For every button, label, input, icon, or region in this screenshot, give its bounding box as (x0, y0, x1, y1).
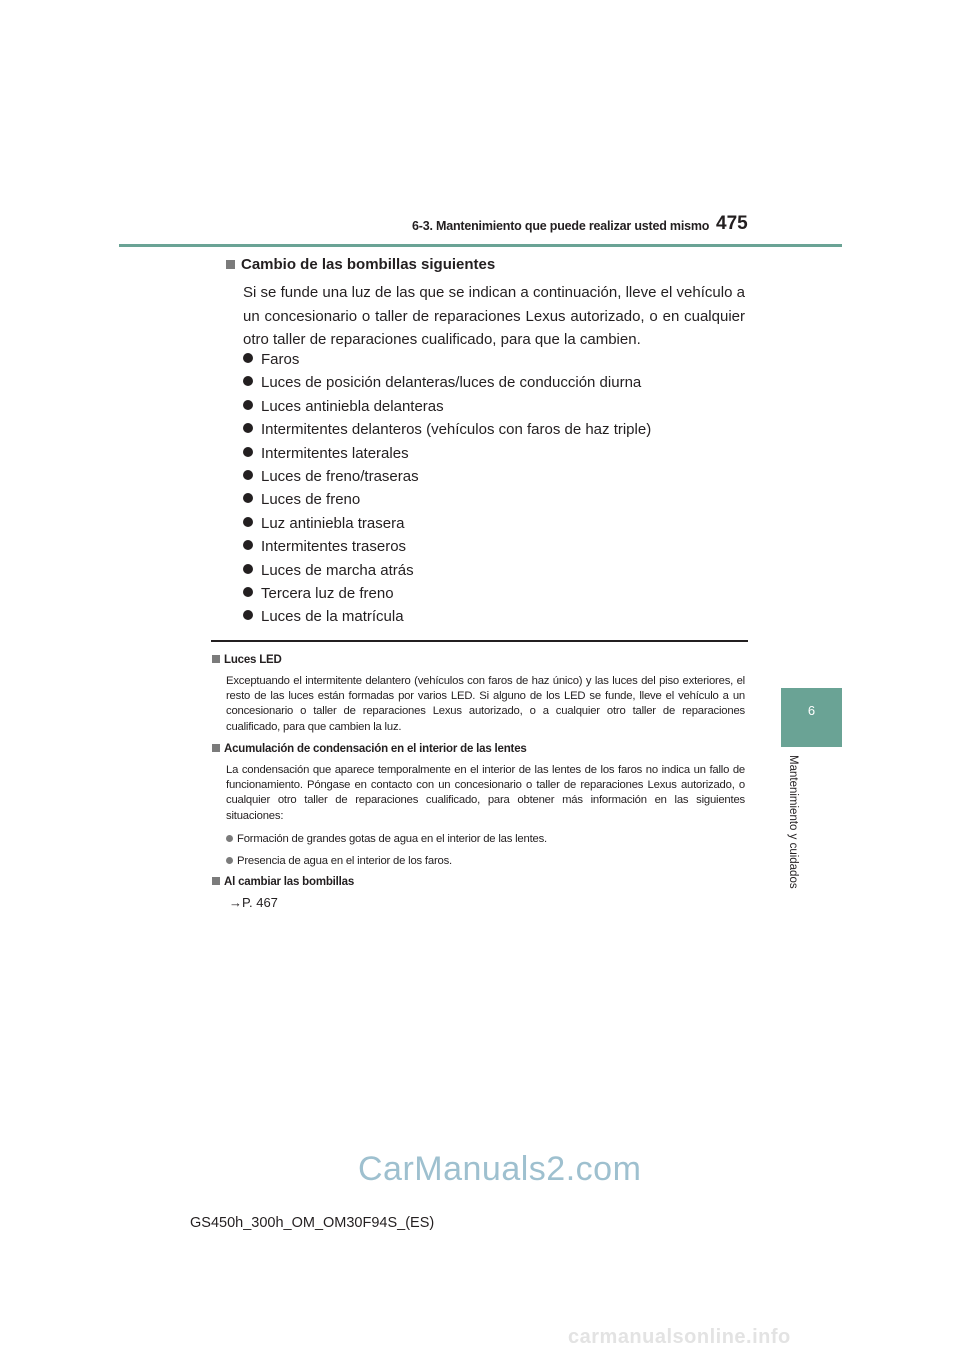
note-list-item-text: Presencia de agua en el interior de los faros. (237, 855, 452, 867)
bullet-dot-icon (226, 857, 233, 864)
list-item (243, 512, 651, 535)
bullet-dot-icon (243, 610, 253, 620)
list-item-text: Luces antiniebla delanteras (261, 397, 444, 415)
notes-divider (211, 640, 748, 642)
note-heading-changing (212, 876, 354, 888)
list-item-text: Luces de posición delanteras/luces de conducción diurna (261, 374, 642, 392)
list-item-text: Luz antiniebla trasera (261, 514, 405, 532)
list-item (243, 465, 651, 488)
note-heading-text: Acumulación de condensación en el interior de las lentes (224, 743, 527, 755)
note-heading-text: Al cambiar las bombillas (224, 876, 355, 888)
list-item-text: Tercera luz de freno (261, 584, 394, 602)
bullet-dot-icon (226, 835, 233, 842)
chapter-number: 6 (807, 703, 816, 718)
square-bullet-icon (212, 877, 220, 885)
bullet-dot-icon (243, 423, 253, 433)
list-item (243, 348, 651, 371)
list-item-text: Luces de freno (261, 491, 361, 509)
note-heading-condensation (212, 743, 527, 755)
list-item-text: Luces de freno/traseras (261, 467, 419, 485)
list-item (243, 559, 651, 582)
bullet-dot-icon (243, 400, 253, 410)
bullet-dot-icon (243, 540, 253, 550)
note-list-item (226, 833, 547, 845)
list-item (243, 371, 651, 394)
bullet-dot-icon (243, 376, 253, 386)
header-divider (119, 244, 842, 247)
note-list-item (226, 855, 452, 867)
list-item (243, 535, 651, 558)
list-item (243, 395, 651, 418)
list-item (243, 418, 651, 441)
list-item-text: Intermitentes delanteros (vehículos con faros de haz triple) (261, 421, 652, 439)
note-text-led: Exceptuando el intermitente delantero (vehículos con faros de haz único) y las luces del piso exteriores, el resto de las luces están formadas por varios LED. Si alguno de los LED se funde, lleve el vehículo a un concesionario o taller de reparaciones Lexus autorizado, o a cualquier otro taller de reparaciones cualificado, para que cambien la luz. (226, 675, 745, 733)
list-item-text: Intermitentes laterales (261, 444, 409, 462)
site-brand: carmanualsonline.info (568, 1326, 791, 1348)
bulb-list (243, 348, 651, 629)
page-number: 475 (716, 213, 748, 234)
note-text-condensation: La condensación que aparece temporalmente en el interior de las lentes de los faros no indica un fallo de funcionamiento. Póngase en contacto con un concesionario o taller de reparaciones Lexus autorizado, o cualquier otro taller de reparaciones cualificado, para obtener más información en las siguientes situaciones: (226, 764, 745, 822)
list-item-text: Luces de la matrícula (261, 608, 404, 626)
note-heading-text: Luces LED (224, 654, 282, 666)
document-code: GS450h_300h_OM_OM30F94S_(ES) (190, 1215, 435, 1231)
section-title: 6-3. Mantenimiento que puede realizar usted mismo (412, 219, 710, 233)
chapter-label: Mantenimiento y cuidados (787, 755, 799, 889)
bullet-dot-icon (243, 564, 253, 574)
bullet-dot-icon (243, 517, 253, 527)
list-item (243, 488, 651, 511)
list-item-text: Luces de marcha atrás (261, 561, 414, 579)
note-heading-led (212, 654, 282, 666)
list-item-text: Faros (261, 351, 300, 368)
square-bullet-icon (226, 260, 235, 269)
watermark: CarManuals2.com (358, 1150, 642, 1188)
bullet-dot-icon (243, 470, 253, 480)
square-bullet-icon (212, 655, 220, 663)
main-heading-text: Cambio de las bombillas siguientes (241, 256, 496, 273)
list-item (243, 605, 651, 628)
main-paragraph: Si se funde una luz de las que se indican a continuación, lleve el vehículo a un concesionario o taller de reparaciones Lexus autorizado, o en cualquier otro taller de reparaciones cualificado, para que la cambien. (243, 284, 745, 348)
list-item (243, 442, 651, 465)
main-heading (226, 256, 495, 273)
list-item-text: Intermitentes traseros (261, 538, 407, 556)
bullet-dot-icon (243, 447, 253, 457)
chapter-side-label (783, 755, 803, 905)
page-reference-link[interactable]: →P. 467 (229, 895, 278, 910)
square-bullet-icon (212, 744, 220, 752)
chapter-tab (781, 688, 842, 747)
note-list-item-text: Formación de grandes gotas de agua en el interior de las lentes. (237, 833, 547, 845)
bullet-dot-icon (243, 353, 253, 363)
list-item (243, 582, 651, 605)
bullet-dot-icon (243, 493, 253, 503)
bullet-dot-icon (243, 587, 253, 597)
